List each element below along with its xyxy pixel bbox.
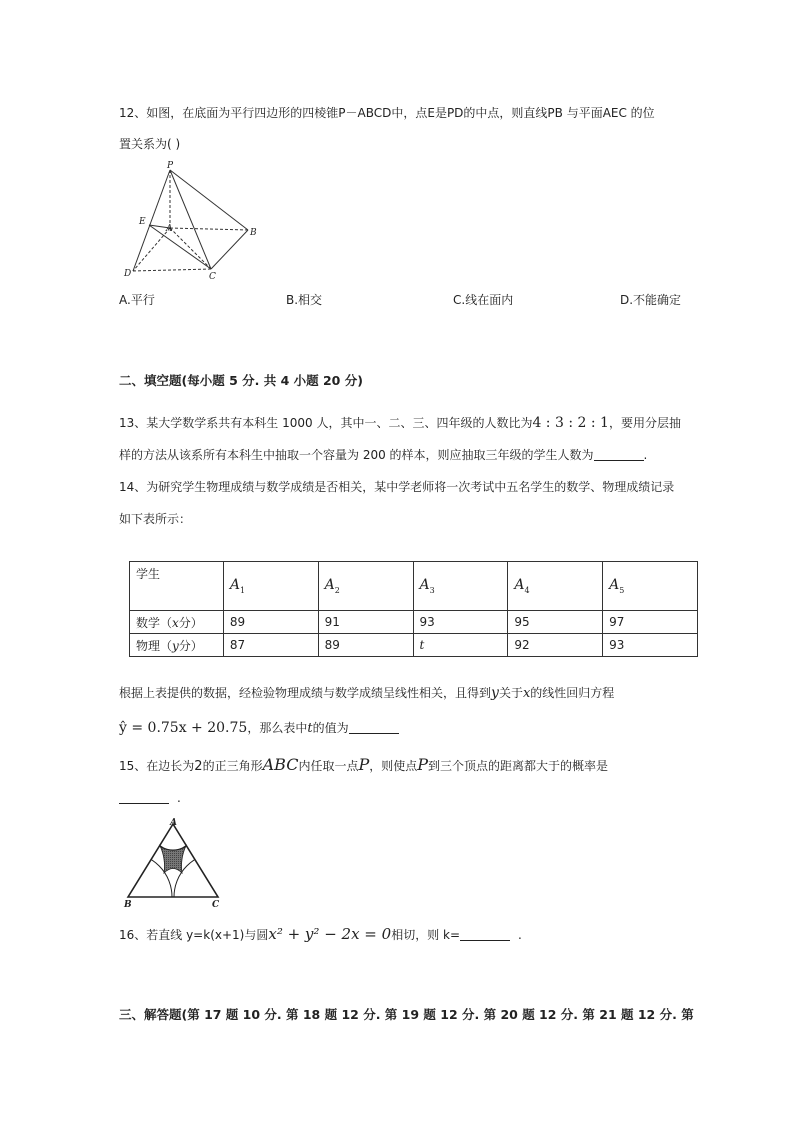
q13-text-end: . xyxy=(643,448,648,462)
q14-answer-blank[interactable] xyxy=(349,721,399,734)
q15-text-f: 的概率是 xyxy=(560,759,609,773)
q14-after-line1 xyxy=(119,685,614,702)
q14-line1: 14、为研究学生物理成绩与数学成绩是否相关，某中学老师将一次考试中五名学生的数学、物理成绩记录 xyxy=(119,480,675,494)
physics-value-cell: 87 xyxy=(223,634,318,657)
edge-AB xyxy=(170,228,248,230)
section3-heading: 三、解答题(第 17 题 10 分. 第 18 题 12 分. 第 19 题 12 分. 第 20 题 12 分. 第 21 题 12 分. 第 xyxy=(119,1007,694,1022)
q14-var-x: x xyxy=(522,686,531,701)
q12-line1: 12、如图，在底面为平行四边形的四棱锥P－ABCD中，点E是PD的中点，则直线PB 与平面AEC 的位 xyxy=(119,106,655,120)
q12-option-a: A.平行 xyxy=(119,293,155,307)
edge-CB xyxy=(211,230,248,269)
q16-text-end: . xyxy=(518,928,522,942)
q14-after-line2 xyxy=(119,720,399,737)
math-value-cell: 95 xyxy=(508,611,603,634)
header-cell-a2: $A_2$ xyxy=(318,562,413,611)
q16-circle-equation: x² + y² − 2x = 0 xyxy=(268,925,392,943)
edge-AD xyxy=(133,228,170,271)
label-B: B xyxy=(250,228,257,238)
q14-after-text-b: 关于 xyxy=(498,686,523,700)
q15-text-e: 到三个顶点的距离都大于 xyxy=(428,759,561,773)
q14-after-text-e: 的值为 xyxy=(312,721,349,735)
q14-var-t: t xyxy=(307,721,313,736)
label-A: A xyxy=(170,818,177,828)
math-value-cell: 91 xyxy=(318,611,413,634)
q13-text-a: 13、某大学数学系共有本科生 1000 人，其中一、二、三、四年级的人数比为 xyxy=(119,416,533,430)
math-value-cell: 97 xyxy=(603,611,698,634)
physics-value-cell: 93 xyxy=(603,634,698,657)
q14-line2: 如下表所示： xyxy=(119,512,192,526)
edge-DC xyxy=(133,269,211,271)
physics-value-cell: 92 xyxy=(508,634,603,657)
q15-point: P xyxy=(358,755,370,774)
q16-text-a: 16、若直线 y=k(x+1)与圆 xyxy=(119,928,269,942)
triangle-figure xyxy=(120,815,220,908)
label-C: C xyxy=(212,900,220,908)
q15-text-c: 内任取一点 xyxy=(298,759,359,773)
q12-option-c: C.线在面内 xyxy=(453,293,514,307)
math-label-cell: 数学（x分） xyxy=(130,611,224,634)
label-E: E xyxy=(139,217,146,227)
q15-text-end: . xyxy=(177,791,181,805)
q14-after-text-a: 根据上表提供的数据，经检验物理成绩与数学成绩呈线性相关，且得到 xyxy=(119,686,492,700)
q13-line1 xyxy=(119,415,681,431)
q12-option-d: D.不能确定 xyxy=(620,293,682,307)
label-D: D xyxy=(124,269,132,279)
q14-after-text-c: 的线性回归方程 xyxy=(530,686,615,700)
q12-line2: 置关系为( ) xyxy=(119,137,181,151)
q16-line xyxy=(119,926,522,943)
q15-text-b: 的正三角形 xyxy=(202,759,263,773)
physics-value-cell: 89 xyxy=(318,634,413,657)
q13-text-c: 样的方法从该系所有本科生中抽取一个容量为 200 的样本，则应抽取三年级的学生人数为 xyxy=(119,448,594,462)
q15-line1 xyxy=(119,757,608,775)
label-B: B xyxy=(124,900,132,908)
q13-answer-blank[interactable] xyxy=(594,448,644,461)
math-value-cell: 89 xyxy=(223,611,318,634)
math-value-cell: 93 xyxy=(413,611,508,634)
edge-PB xyxy=(170,170,248,230)
table-row-physics xyxy=(130,634,698,657)
q15-side: 2 xyxy=(194,759,203,774)
q16-text-b: 相切，则 k= xyxy=(391,928,461,942)
physics-value-cell: t xyxy=(413,634,508,657)
label-C: C xyxy=(209,272,216,282)
q15-text-a: 15、在边长为 xyxy=(119,759,195,773)
q12-option-b: B.相交 xyxy=(286,293,323,307)
q13-text-b: ，要用分层抽 xyxy=(608,416,681,430)
header-cell-a5: $A_5$ xyxy=(603,562,698,611)
header-student-cell: 学生 xyxy=(130,562,224,611)
physics-label-cell: 物理（y分） xyxy=(130,634,224,657)
edge-AC xyxy=(170,228,211,269)
header-cell-a1: $A_1$ xyxy=(223,562,318,611)
section2-heading: 二、填空题(每小题 5 分. 共 4 小题 20 分) xyxy=(119,373,363,388)
q13-ratio: 4 : 3 : 2 : 1 xyxy=(532,415,609,431)
q13-line2 xyxy=(119,447,647,463)
table-row-math xyxy=(130,611,698,634)
q14-var-y: y xyxy=(491,685,499,701)
label-A: A xyxy=(166,224,173,234)
q14-regression-equation: ŷ = 0.75x + 20.75 xyxy=(119,720,248,736)
q15-line2 xyxy=(119,790,181,806)
q15-text-d: ，则使点 xyxy=(369,759,418,773)
q15-answer-blank[interactable] xyxy=(119,791,169,804)
header-cell-a3: $A_3$ xyxy=(413,562,508,611)
q16-answer-blank[interactable] xyxy=(460,928,510,941)
q15-triangle: ABC xyxy=(262,755,299,774)
q14-after-text-d: ，那么表中 xyxy=(247,721,308,735)
score-table xyxy=(129,561,698,657)
label-P: P xyxy=(167,161,174,171)
header-cell-a4: $A_4$ xyxy=(508,562,603,611)
pyramid-figure xyxy=(115,158,265,283)
q15-point-2: P xyxy=(417,755,428,774)
table-row-header xyxy=(130,562,698,611)
